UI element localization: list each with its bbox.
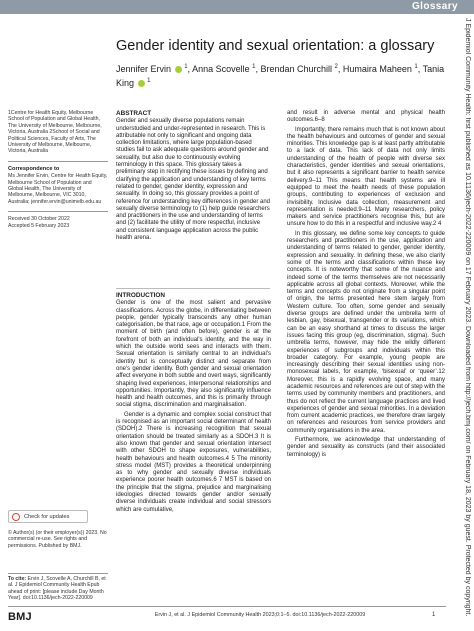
article-title: Gender identity and sexual orientation: a glossary [116,38,435,54]
abstract-divider [116,288,270,289]
intro-paragraph: Gender is one of the most salient and pervasive classifications. Across the globe, in differentiating between people, gender typically transcends any other human categorisation, be that race, age or occupation.1 From the moment of birth (and often before), gender is at the forefront of both an individual's identity, and the way in which the outside world sees and interacts with them. Sexual orientation is similarly central to an individual's identity but is conceptually distinct and separate from one's gender identity. Both gender and sexual orientation affect everyone in both subtle and overt ways, significantly shaping lived experiences, interpersonal relationships and opportunities. Importantly, they also significantly influence health and health outcomes, and this is primarily through social stigma, discrimination and marginalisation. [116,300,271,409]
introduction-section [116,292,271,516]
abstract-body: Gender and sexually diverse populations remain understudied and under-represented in research. This is attributable not only to significant and ongoing data collection limitations, where large population-based studies fail to ask adequate questions around gender and sexuality, but also due to continuously evolving terminology in this space. This glossary takes a preliminary step in rectifying these issues by defining and clarifying the application and understanding of key terms related to gender, gender identity, expression and sexuality. In doing so, this glossary provides a point of reference for understanding key differences in gender and sexually diverse terminology to (1) help guide researchers and practitioners in the use and understanding of terms and (2) facilitate the utility of more respectful, inclusive and consistent language application across the public health arena. [116,118,270,242]
body-paragraph: Furthermore, we acknowledge that understanding of gender and sexuality as constructs (and their associated terminology) is [287,437,445,458]
author-name: Humaira Maheen [342,64,415,74]
vertical-note-text: J Epidemiol Community Health: first published as 10.1136/jech-2022-220009 on 17 February 2023. Downloaded from http://jech.bmj.com/ on February 18, 2023 by guest. Protected by copyright. [464,18,471,617]
author-affiliation-mark: 1 [252,64,256,70]
introduction-heading: INTRODUCTION [116,292,165,299]
body-paragraph: and result in adverse mental and physical health outcomes.6–8 [287,110,445,124]
crossmark-icon [12,513,20,521]
correspondence-heading: Correspondence to [8,165,60,172]
bmj-logo: BMJ [8,611,32,623]
accepted-date: Accepted 5 February 2023 [8,222,70,229]
author-affiliation-mark: 2 [334,64,338,70]
check-for-updates-button[interactable] [8,510,88,523]
abstract [116,110,270,242]
orcid-icon[interactable] [138,80,145,87]
cite-body: Ervin J, Scovelle A, Churchill B, et al. J Epidemiol Community Health Epub ahead of print: [please include Day Month Year]. doi:10.1136/jech-2022-220009 [8,576,106,602]
sidebar-divider [8,161,108,162]
author-name: Brendan Churchill [260,64,335,74]
article-sidebar [8,110,108,234]
abstract-heading: ABSTRACT [116,110,152,117]
rights-statement: © Author(s) (or their employer(s)) 2023. No commercial re-use. See rights and permissions. Published by BMJ. [8,530,107,549]
received-date: Received 30 October 2022 [8,216,70,223]
author-name: Anna Scovelle [192,64,253,74]
orcid-icon[interactable] [175,66,182,73]
author-list: Jennifer Ervin $^1$, Anna Scovelle $^1$, Brendan Churchill $^2$, Humaira Maheen $^1$, Tania King $^1$ [116,64,445,88]
check-updates-label: Check for updates [24,514,70,520]
intro-paragraph: Gender is a dynamic and complex social construct that is recognised as an important social determinant of health (SDOH).2 There is increasing recognition that sexual orientation should be treated similarly as a SDOH.3 It is also known that gender and sexual orientation intersect with other SDOH to shape exposures, vulnerabilities, health behaviours and health outcomes.4 5 The minority stress model (MST) provides a theoretical underpinning as to why gender and sexually diverse individuals experience poorer health outcomes.6 7 MST is based on the principle that the stigma, prejudice and marginalising ideologies directed towards gender and/or sexually diverse individuals create individual and social stressors which are cumulative, [116,411,271,513]
correspondence [8,166,108,205]
section-banner [0,0,474,14]
body-right-column [287,110,445,461]
dates [8,216,108,229]
sidebar-divider [8,211,108,212]
author-affiliation-mark: 1 [145,78,151,84]
citation-box [8,573,108,602]
correspondence-body: Ms Jennifer Ervin, Centre for Health Equity, Melbourne School of Population and Global Health, The University of Melbourne, Melbourne, VIC 3010, Australia; jennifer.ervin@unimelb.edu.au [8,173,108,205]
body-paragraph: Importantly, there remains much that is not known about the health behaviours and outcomes of gender and sexual minorities. This knowledge gap is at least partly attributable to a lack of data. This lack of data not only limits understanding of the health of people with diverse sex characteristics, gender identities and sexual orientations, but it also represents a significant barrier to health service delivery.9–11 This means that health systems are ill equipped to meet the health needs of these population groups, contributing to experiences of exclusion and invisibility. Inclusive data collection, measurement and representation is needed.9–11 Many researchers, policy makers and service practitioners recognise this, but are unsure how to do this in a respectful and inclusive way.2 4 [287,126,445,228]
page-number: 1 [432,612,436,618]
author-name: Tania King [116,64,445,88]
author-affiliation-mark: 1 [182,64,188,70]
section-label: Glossary [411,1,458,12]
affiliations: 1Centre for Health Equity, Melbourne School of Population and Global Health, The University of Melbourne, Melbourne, Victoria, Australia 2School of Social and Political Sciences, Faculty of Arts, The University of Melbourne, Melbourne, Victoria, Australia [8,110,102,155]
author-affiliation-mark: 1 [414,64,418,70]
author-name: Jennifer Ervin [116,64,174,74]
vertical-copyright-note [462,18,472,618]
cite-label: To cite: [8,576,27,582]
footer-divider [8,606,446,607]
body-paragraph: In this glossary, we define some key concepts to guide researchers and practitioners in the use, application and understanding of terms related to gender, gender identity, expression and sexuality. In defining these, we also clarify some of the terms and classifications within these key concepts. It is noteworthy that some of the nuance and indeed some of the terms themselves are not necessarily applicable across all global contexts. Moreover, while the terms and concepts do not originate from a singular point of origin, the terms presented here stem largely from Western culture. Too often, some gender and sexually diverse groups are defined under the umbrella term of lesbian, gay, bisexual, transgender or its variations, which can be an easy shorthand at times to discuss the larger issues facing this group (eg, discrimination, stigma). Such umbrella terms, however, may hide the wildly different experiences of subgroups and individuals within this broader category. For example, young people are increasingly describing their sexual identities using non-monosexual labels, for example, ‘bisexual’ or ‘queer’.12 Moreover, this is a rapidly evolving space, and many academic resources and references are out of step with the terms used by community members and practitioners, and thus do not reflect the current language practices and lived experiences of gender and sexual minorities. In a deviation from current academic practices, we therefore draw largely on references and resources from service providers and community organisations in the area. [287,230,445,434]
footer-citation: Ervin J, et al. J Epidemiol Community Health 2023;0:1–5. doi:10.1136/jech-2022-220009 [154,612,366,618]
